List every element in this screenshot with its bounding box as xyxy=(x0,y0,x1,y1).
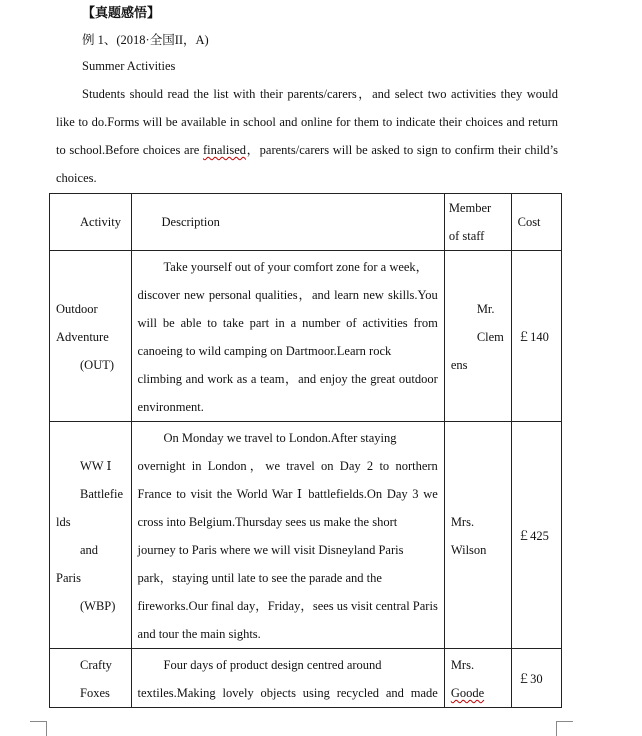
description-line: and tour the main sights. xyxy=(137,627,261,641)
member-cell xyxy=(444,422,511,649)
activity-text: Battlefie xyxy=(80,487,124,501)
description-cell xyxy=(131,251,444,422)
table-row xyxy=(50,251,562,422)
description-line: climbing and work as a team，and enjoy the great outdoor xyxy=(137,372,438,386)
cost-cell xyxy=(511,649,561,708)
cost-value: ￡140 xyxy=(517,330,549,344)
table-row xyxy=(50,422,562,649)
activity-text: and xyxy=(80,543,99,557)
intro-paragraph xyxy=(56,80,558,192)
activity-code: (WBP) xyxy=(80,599,116,613)
table-header-row xyxy=(50,194,562,251)
description-line: will be able to take part in a number of activities from xyxy=(137,316,438,330)
activity-text: Crafty xyxy=(80,658,112,672)
activity-text: Adventure xyxy=(56,330,109,344)
activity-cell xyxy=(50,251,132,422)
activity-cell xyxy=(50,649,132,708)
activity-cell xyxy=(50,422,132,649)
cost-value: ￡30 xyxy=(517,672,543,686)
member-text: Mrs. xyxy=(450,515,475,529)
activities-table xyxy=(49,193,562,708)
member-cell xyxy=(444,251,511,422)
description-line: Four days of product design centred around xyxy=(163,658,382,672)
cost-cell xyxy=(511,422,561,649)
member-text: Mr. xyxy=(476,302,495,316)
member-cell xyxy=(444,649,511,708)
member-text: Clem xyxy=(476,330,504,344)
cost-value: ￡425 xyxy=(517,529,549,543)
intro-line: Students should read the list with their parents/carers，and select two activities they would xyxy=(82,87,558,101)
intro-line xyxy=(56,136,558,164)
spellcheck-word: finalised xyxy=(202,143,247,157)
example-label: 例 1、(2018·全国II，A) xyxy=(82,33,209,47)
page-corner-mark xyxy=(30,721,47,736)
description-line: discover new personal qualities，and learn new skills.You xyxy=(137,288,438,302)
member-text: Mrs. xyxy=(450,658,475,672)
description-line: cross into Belgium.Thursday sees us make the short xyxy=(137,515,398,529)
intro-line: choices. xyxy=(56,171,97,185)
intro-text: to school.Before choices are xyxy=(56,143,203,157)
description-line: On Monday we travel to London.After staying xyxy=(163,431,397,445)
table-row xyxy=(50,649,562,708)
description-line: overnight in London，we travel on Day 2 to northern xyxy=(137,459,438,473)
intro-text: ，parents/carers will be asked to sign to confirm their child’s xyxy=(246,143,559,157)
member-text: ens xyxy=(450,358,468,372)
description-cell xyxy=(131,649,444,708)
description-line: fireworks.Our final day，Friday，sees us visit central Paris xyxy=(137,599,438,613)
activity-text: Foxes xyxy=(80,686,110,700)
description-line: Take yourself out of your comfort zone for a week， xyxy=(163,260,429,274)
member-text: Wilson xyxy=(450,543,487,557)
header-activity: Activity xyxy=(50,194,132,251)
activity-text: Paris xyxy=(56,571,81,585)
activity-text: WW Ⅰ xyxy=(80,459,112,473)
activity-code: (OUT) xyxy=(80,358,115,372)
passage-heading: Summer Activities xyxy=(82,59,176,73)
description-line: environment. xyxy=(137,400,204,414)
description-line: canoeing to wild camping on Dartmoor.Learn rock xyxy=(137,344,392,358)
description-cell xyxy=(131,422,444,649)
description-line: park，staying until late to see the parade and the xyxy=(137,571,382,585)
intro-line: like to do.Forms will be available in school and online for them to indicate their choices and return xyxy=(56,115,558,129)
description-line: France to visit the World War Ⅰ battlefields.On Day 3 we xyxy=(137,487,438,501)
header-cost: Cost xyxy=(511,194,561,251)
description-line: journey to Paris where we will visit Disneyland Paris xyxy=(137,543,404,557)
section-title: 【真题感悟】 xyxy=(82,5,161,20)
page-corner-mark xyxy=(556,721,573,736)
description-line: textiles.Making lovely objects using recycled and made xyxy=(137,686,438,700)
header-description: Description xyxy=(131,194,444,251)
activity-text: lds xyxy=(56,515,71,529)
member-text: Goode xyxy=(450,686,485,700)
cost-cell xyxy=(511,251,561,422)
header-member: Member of staff xyxy=(444,194,511,251)
activity-text: Outdoor xyxy=(56,302,98,316)
